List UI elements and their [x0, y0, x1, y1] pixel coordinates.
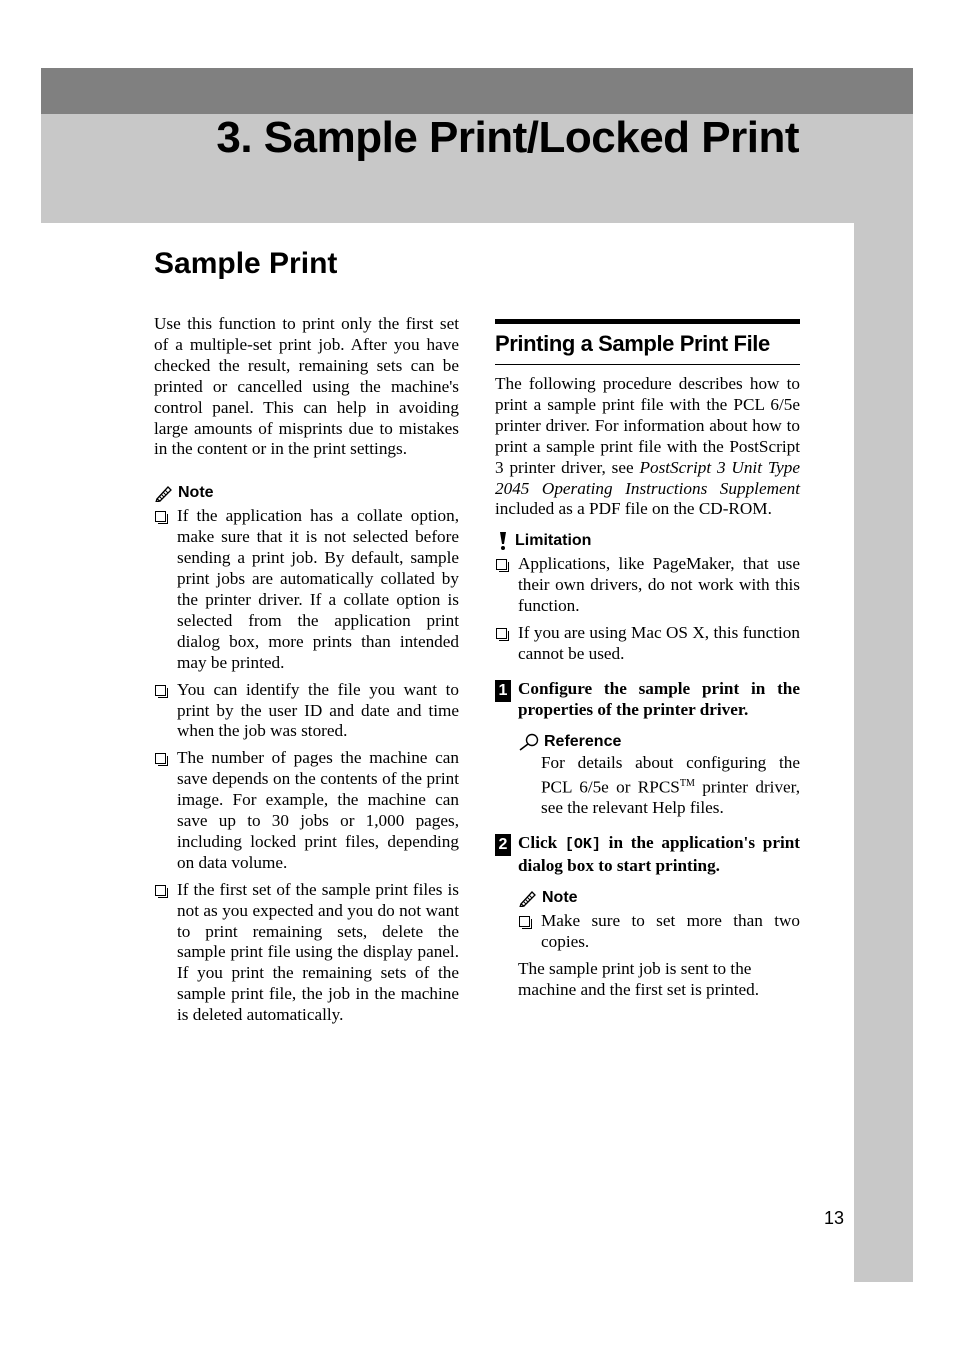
intro-paragraph: Use this function to print only the first set of a multiple-set print job. After you have checked the result, remaining sets can be printed or cancelled using the machine's control panel. This can help in avoiding large amounts of misprints due to mistakes in the content or in the print settings. [154, 314, 459, 459]
list-item: Applications, like PageMaker, that use their own drivers, do not work with this function. [495, 554, 800, 617]
step-2-note [495, 887, 800, 1001]
checkbox-icon [496, 559, 507, 570]
section-title: Sample Print [154, 247, 338, 280]
ok-key: [OK] [564, 836, 601, 854]
list-item: If the first set of the sample print files is not as you expected and you do not want to print remaining sets, delete the sample print file using the display panel. If you print the remaining sets of the sample print file, the job in the machine is deleted automatically. [154, 880, 459, 1026]
checkbox-icon [496, 628, 507, 639]
procedure-intro: The following procedure describes how to print a sample print file with the PCL 6/5e printer driver. For information about how to print a sample print file with the PostScript 3 printer driver, see PostScript 3 Unit Type 2045 Operating Instructions Supplement included as a PDF file on the CD-ROM. [495, 374, 800, 519]
checkbox-icon [155, 685, 166, 696]
checkbox-icon [519, 916, 530, 927]
limitation-heading [495, 530, 800, 552]
step-number: 2 [495, 834, 511, 856]
reference-heading [518, 731, 800, 753]
reference-block [495, 731, 800, 819]
step-instruction: Click [OK] in the application's print dialog box to start printing. [518, 833, 800, 876]
page-side-tab [854, 223, 913, 1282]
note-list [518, 911, 800, 953]
step-number: 1 [495, 680, 511, 702]
limitation-label: Limitation [515, 532, 592, 550]
list-item: The number of pages the machine can save depends on the contents of the print image. For example, the machine can save up to 30 jobs or 1,000 pages, including locked print files, depending on data volume. [154, 748, 459, 873]
magnifier-icon [518, 733, 540, 751]
step-instruction: Configure the sample print in the properties of the printer driver. [518, 678, 800, 719]
step-result: The sample print job is sent to the machine and the first set is printed. [518, 958, 760, 999]
right-column [495, 319, 800, 1001]
note-heading [154, 482, 459, 504]
page-number: 13 [824, 1208, 845, 1228]
pencil-icon [518, 889, 538, 907]
chapter-title: 3. Sample Print/Locked Print [216, 113, 799, 162]
checkbox-icon [155, 885, 166, 896]
reference-text: For details about configuring the PCL 6/5e or RPCS™ printer driver, see the relevant Help files. [541, 752, 800, 818]
exclamation-icon [495, 531, 511, 551]
pencil-icon [154, 484, 174, 502]
note-label: Note [542, 888, 578, 906]
list-item: You can identify the file you want to print by the user ID and date and time when the job was stored. [154, 680, 459, 743]
checkbox-icon [155, 511, 166, 522]
checkbox-icon [155, 753, 166, 764]
step-2 [495, 833, 800, 877]
reference-label: Reference [544, 732, 622, 750]
left-column [154, 314, 459, 1032]
step-1 [495, 679, 800, 721]
list-item: Make sure to set more than two copies. [518, 911, 800, 953]
subsection-heading: Printing a Sample Print File [495, 319, 800, 365]
chapter-header-band [41, 68, 913, 114]
note-heading [518, 887, 800, 909]
note-label: Note [178, 484, 214, 502]
list-item: If you are using Mac OS X, this function cannot be used. [495, 623, 800, 665]
limitation-list [495, 554, 800, 665]
list-item: If the application has a collate option, make sure that it is not selected before sending a print job. By default, sample print jobs are automatically collated by the printer driver. If a collate option is selected from the application print dialog box, more prints than intended may be printed. [154, 506, 459, 673]
manual-reference: PostScript 3 Unit Type 2045 Operating Instructions Supplement [495, 457, 800, 498]
note-list [154, 506, 459, 1026]
